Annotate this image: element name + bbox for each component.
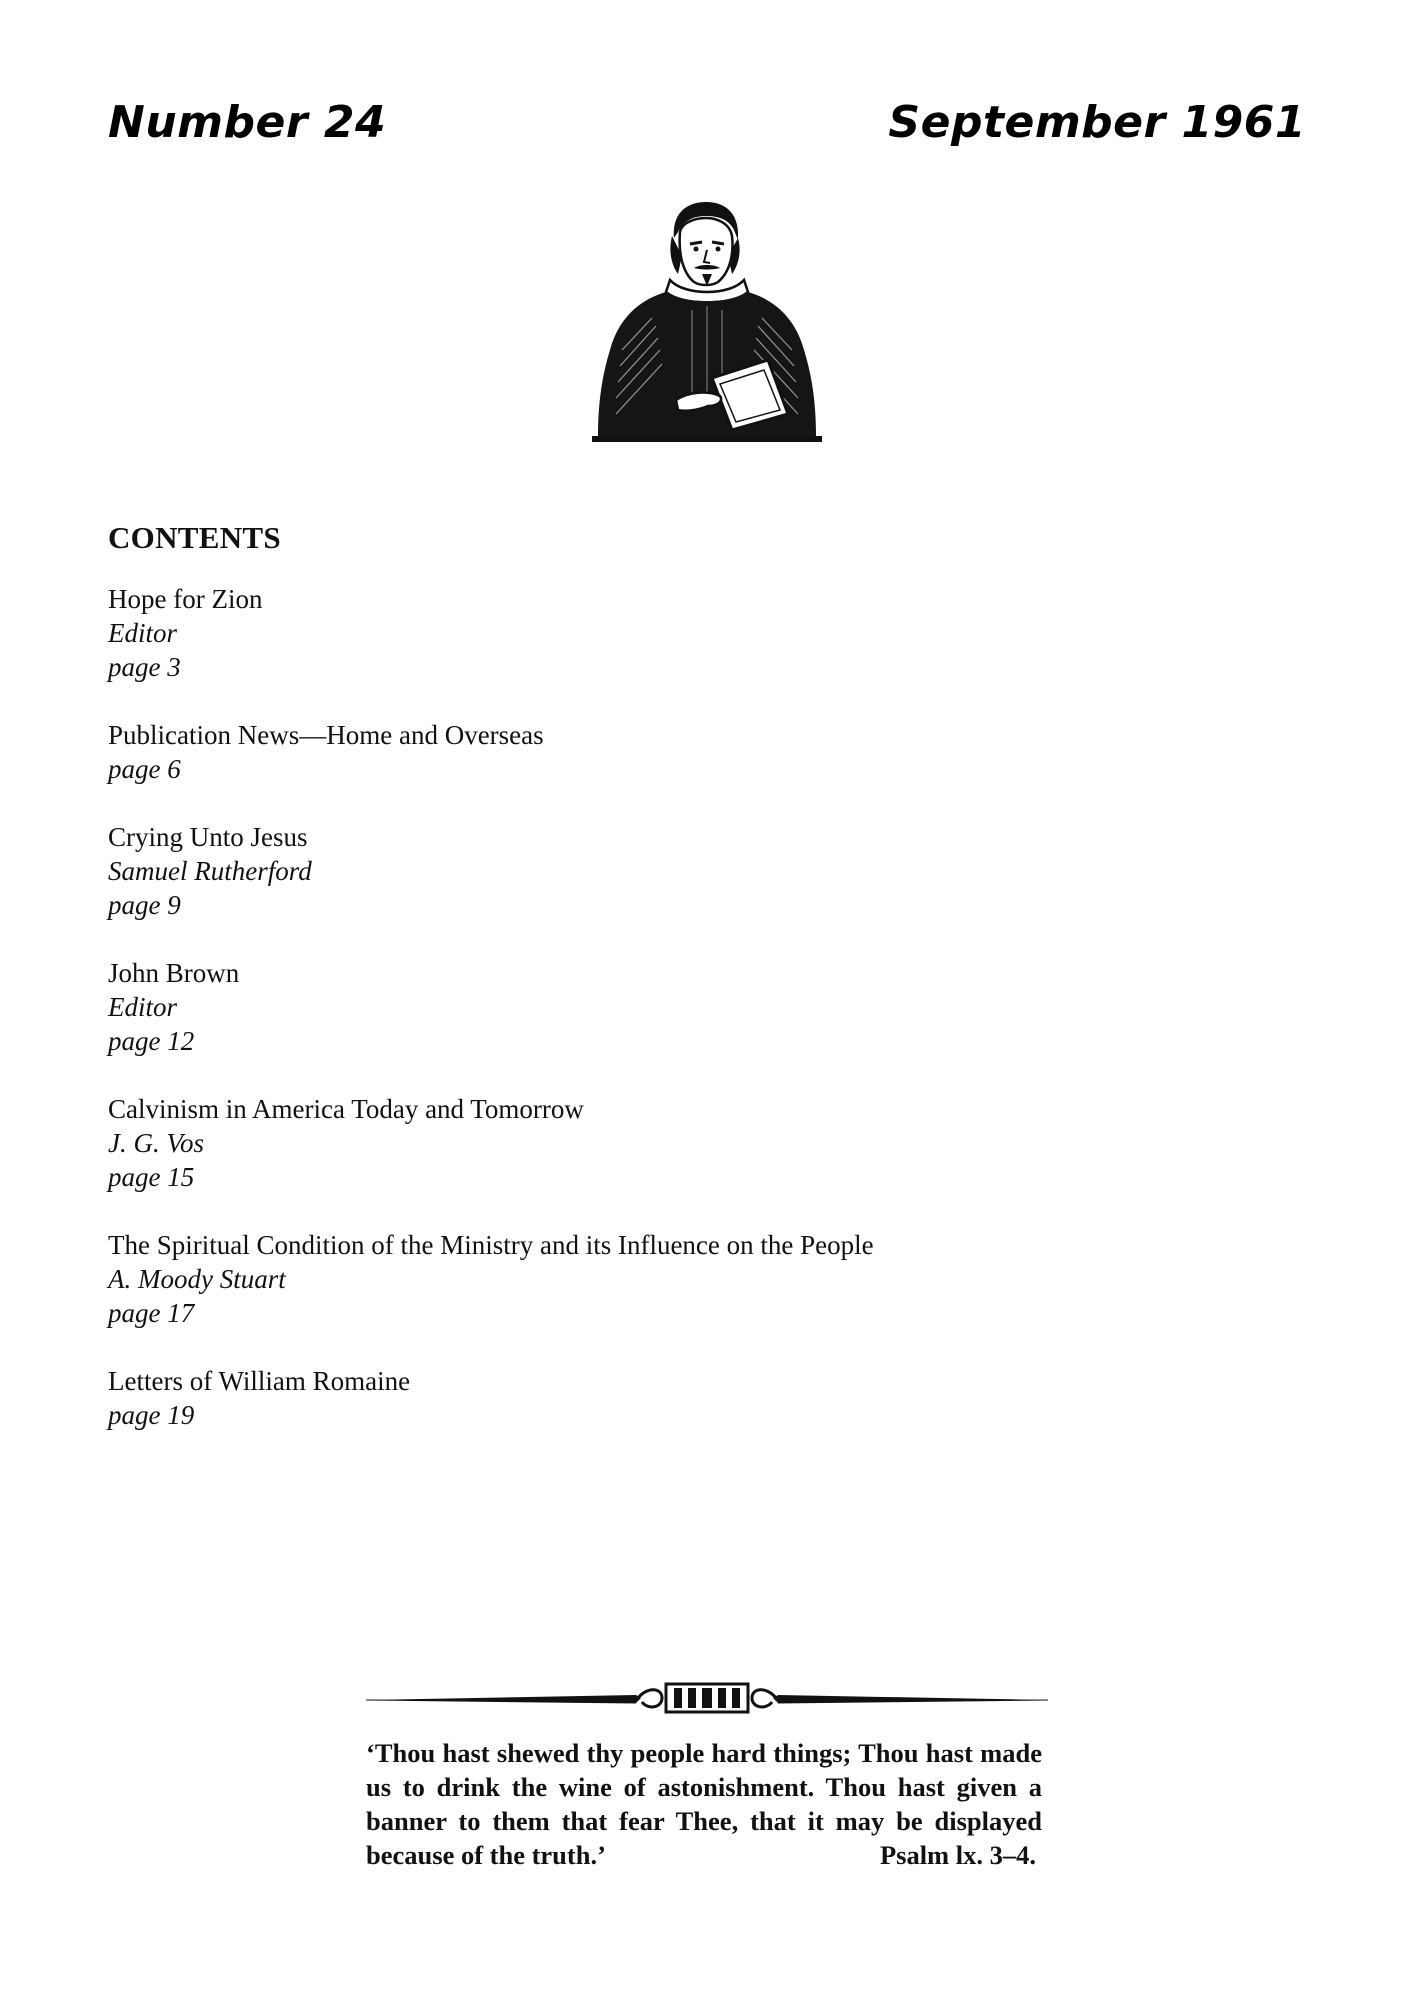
entry-author: A. Moody Stuart bbox=[108, 1264, 286, 1294]
contents-heading: CONTENTS bbox=[108, 520, 281, 555]
entry-author: Editor bbox=[108, 618, 178, 648]
epigraph-reference: Psalm lx. 3–4. bbox=[879, 1840, 1036, 1870]
entry-page: page 15 bbox=[108, 1162, 195, 1192]
contents-entry bbox=[108, 718, 1208, 786]
entry-page: page 3 bbox=[108, 652, 181, 682]
entry-title: The Spiritual Condition of the Ministry and its Influence on the People bbox=[108, 1230, 874, 1260]
table-of-contents bbox=[108, 520, 1208, 1466]
issue-number: Number 24 bbox=[108, 96, 387, 148]
entry-title: Crying Unto Jesus bbox=[108, 822, 308, 852]
puritan-portrait-icon bbox=[592, 200, 822, 445]
entry-page: page 9 bbox=[108, 890, 181, 920]
entry-title: Letters of William Romaine bbox=[108, 1366, 411, 1396]
contents-entry bbox=[108, 1092, 1208, 1194]
entry-page: page 17 bbox=[108, 1298, 195, 1328]
contents-entry bbox=[108, 1364, 1208, 1432]
epigraph bbox=[366, 1736, 1042, 1872]
contents-entry bbox=[108, 582, 1208, 684]
epigraph-text: ‘Thou hast shewed thy people hard things; Thou hast made us to drink the wine of astonishment. Thou hast given a banner to them that fear Thee, that it may be displayed because of the truth.’ bbox=[366, 1738, 1042, 1870]
entry-page: page 19 bbox=[108, 1400, 195, 1430]
contents-entry bbox=[108, 956, 1208, 1058]
page-header bbox=[108, 92, 1306, 152]
entry-author: Samuel Rutherford bbox=[108, 856, 312, 886]
entry-author: Editor bbox=[108, 992, 178, 1022]
entry-author: J. G. Vos bbox=[108, 1128, 204, 1158]
contents-entry bbox=[108, 1228, 1208, 1330]
entry-title: Publication News—Home and Overseas bbox=[108, 720, 544, 750]
entry-page: page 12 bbox=[108, 1026, 195, 1056]
entry-title: John Brown bbox=[108, 958, 240, 988]
contents-entry bbox=[108, 820, 1208, 922]
issue-date: September 1961 bbox=[888, 96, 1306, 148]
entry-title: Calvinism in America Today and Tomorrow bbox=[108, 1094, 584, 1124]
entry-page: page 6 bbox=[108, 754, 181, 784]
ornamental-divider-icon bbox=[366, 1678, 1048, 1718]
entry-title: Hope for Zion bbox=[108, 584, 263, 614]
